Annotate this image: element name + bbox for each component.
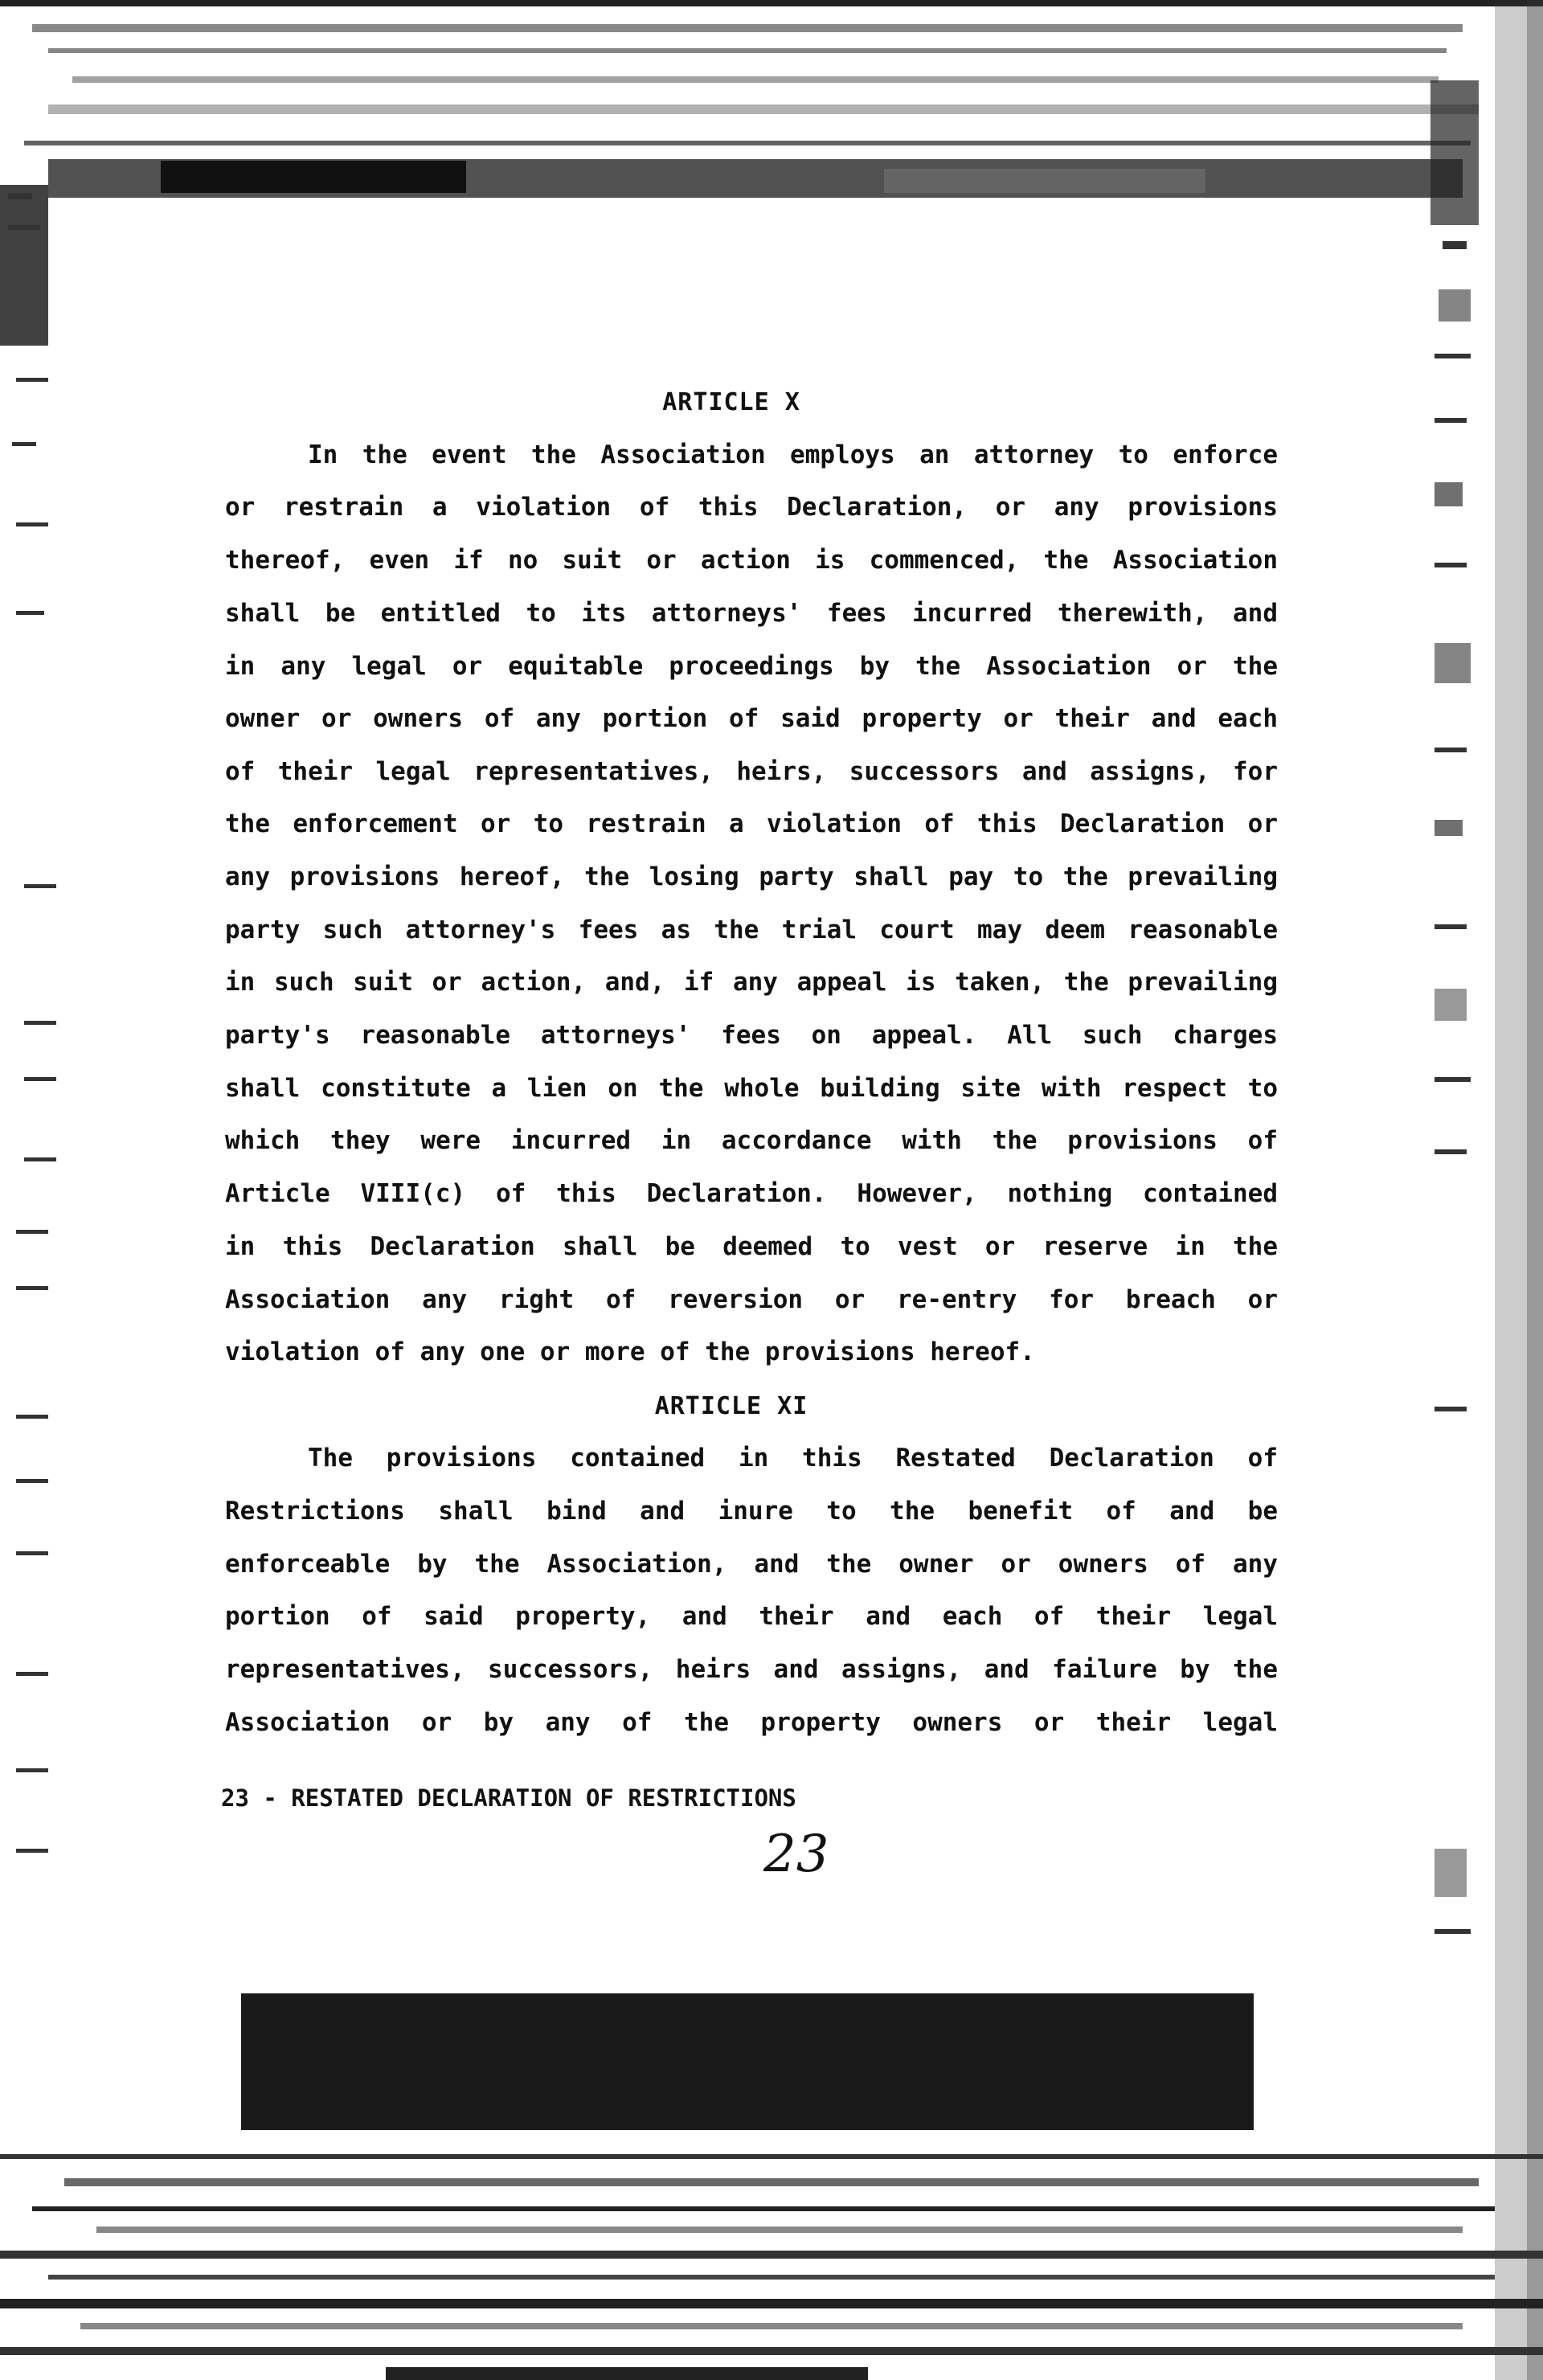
article-x-line-7: of their legal representatives, heirs, successors and assigns, for	[225, 757, 1278, 786]
article-xi-line-2: Restrictions shall bind and inure to the benefit of and be	[225, 1497, 1278, 1526]
article-x-line-5: in any legal or equitable proceedings by the Association or the	[225, 652, 1278, 681]
article-x-line-2: or restrain a violation of this Declaration, or any provisions	[225, 493, 1278, 522]
article-x-line-4: shall be entitled to its attorneys' fees incurred therewith, and	[225, 599, 1278, 628]
page-footer: 23 - RESTATED DECLARATION OF RESTRICTIONS	[221, 1784, 796, 1812]
article-xi-line-5: representatives, successors, heirs and assigns, and failure by the	[225, 1655, 1278, 1684]
article-x-line-6: owner or owners of any portion of said property or their and each	[225, 704, 1278, 733]
article-x-line-10: party such attorney's fees as the trial court may deem reasonable	[225, 916, 1278, 944]
handwritten-page-number: 23	[763, 1825, 829, 1884]
article-x-line-12: party's reasonable attorneys' fees on appeal. All such charges	[225, 1021, 1278, 1050]
article-x-line-1: In the event the Association employs an attorney to enforce	[308, 440, 1278, 469]
article-xi-line-4: portion of said property, and their and each of their legal	[225, 1602, 1278, 1631]
article-x-heading: ARTICLE X	[662, 388, 800, 416]
article-x-line-8: the enforcement or to restrain a violation of this Declaration or	[225, 809, 1278, 838]
article-x-line-13: shall constitute a lien on the whole building site with respect to	[225, 1074, 1278, 1103]
article-xi-line-3: enforceable by the Association, and the owner or owners of any	[225, 1550, 1278, 1579]
article-x-line-18: violation of any one or more of the provisions hereof.	[225, 1337, 1035, 1366]
article-xi-line-1: The provisions contained in this Restated Declaration of	[308, 1444, 1278, 1473]
article-x-line-11: in such suit or action, and, if any appeal is taken, the prevailing	[225, 968, 1278, 997]
article-x-line-15: Article VIII(c) of this Declaration. However, nothing contained	[225, 1179, 1278, 1208]
article-x-line-9: any provisions hereof, the losing party shall pay to the prevailing	[225, 862, 1278, 891]
article-x-line-14: which they were incurred in accordance with the provisions of	[225, 1126, 1278, 1155]
article-xi-line-6: Association or by any of the property owners or their legal	[225, 1708, 1278, 1737]
article-x-line-16: in this Declaration shall be deemed to vest or reserve in the	[225, 1232, 1278, 1261]
article-x-line-3: thereof, even if no suit or action is commenced, the Association	[225, 546, 1278, 575]
article-x-line-17: Association any right of reversion or re-entry for breach or	[225, 1285, 1278, 1314]
article-xi-heading: ARTICLE XI	[654, 1392, 808, 1420]
